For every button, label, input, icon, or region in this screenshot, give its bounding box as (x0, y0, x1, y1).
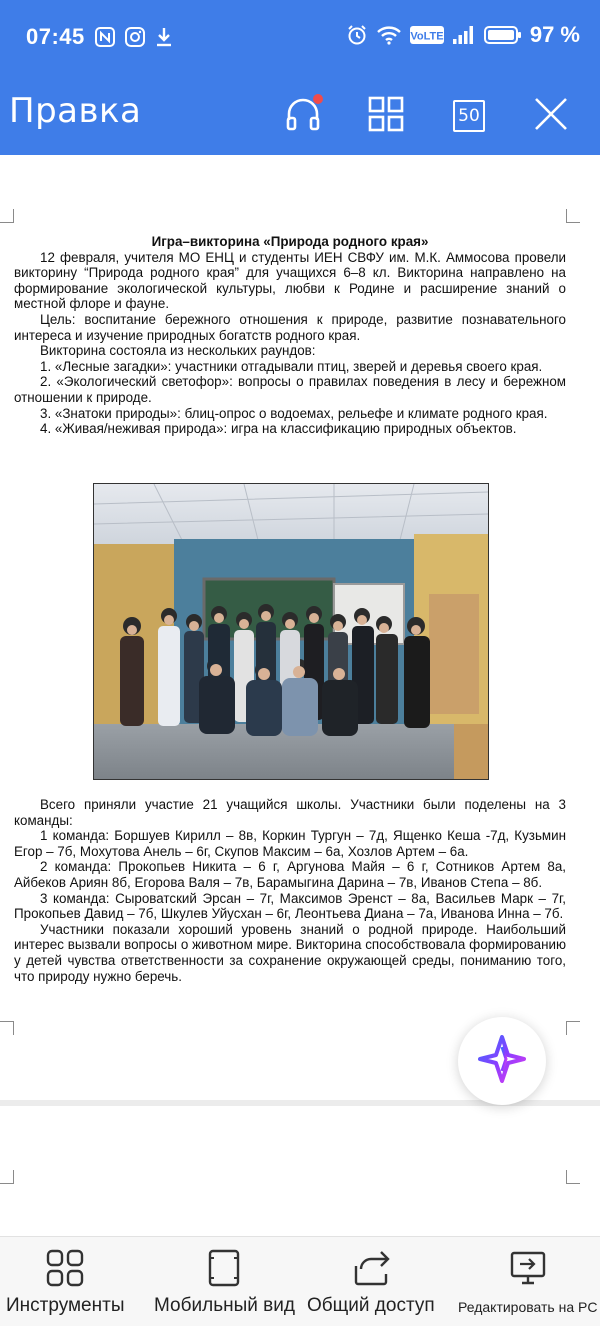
paragraph: 3. «Знатоки природы»: блиц-опрос о водоемах, рельефе и климате родного края. (40, 405, 548, 421)
mobile-view-label: Мобильный вид (154, 1295, 295, 1316)
group-photo (93, 483, 489, 780)
paragraph: 1 команда: Боршуев Кирилл – 8в, Коркин Тургун – 7д, Ященко Кеша -7д, Кузьмин Егор – 7б, Мохутова Анель – 6г, Скупов Максим – 6а, Хозлов Артем – 6а. (14, 828, 566, 859)
download-icon (154, 26, 174, 48)
notification-dot (313, 94, 323, 104)
crop-mark (0, 209, 14, 223)
bottom-toolbar (0, 1236, 600, 1326)
paragraph: 4. «Живая/неживая природа»: игра на классификацию природных объектов. (40, 421, 517, 437)
close-icon (533, 96, 569, 137)
volte-label: VoLTE (410, 30, 444, 43)
ai-assistant-icon (478, 1035, 526, 1088)
document-body-top (14, 234, 566, 437)
share-icon (351, 1247, 391, 1289)
document-body-bottom (14, 797, 566, 984)
battery-percent: 97 % (529, 22, 580, 47)
close-button[interactable] (525, 90, 577, 142)
crop-mark (566, 1170, 580, 1184)
app-title: Правка (9, 91, 142, 131)
nfc-icon (94, 26, 116, 48)
tools-label: Инструменты (6, 1295, 125, 1316)
paragraph: 12 февраля, учителя МО ЕНЦ и студенты ИЕН СВФУ им. М.К. Аммосова провели викторину “Природа родного края” для учащихся 6–8 кл. Викторина направлено на формирование экологической культуры, любви к Родине и расширение знаний о местной флоре и фауне. (14, 249, 566, 312)
share-label: Общий доступ (307, 1295, 435, 1316)
crop-mark (566, 209, 580, 223)
tools-icon (45, 1247, 85, 1289)
battery-icon (484, 25, 522, 45)
grid-view-button[interactable] (360, 90, 412, 142)
app-header (0, 78, 600, 155)
grid-icon (367, 95, 405, 138)
status-right-icons (346, 22, 580, 48)
ai-assistant-button[interactable] (458, 1017, 546, 1105)
headphones-button[interactable] (277, 90, 329, 142)
volte-icon (410, 25, 444, 45)
paragraph: Викторина состояла из нескольких раундов: (40, 343, 316, 359)
paragraph: Участники показали хороший уровень знаний о родной природе. Наибольший интерес вызвали вопросы о животном мире. Викторина способствовала формированию у детей чувства ответственности за сохранение окружающей среды, пониманию того, что природу нужно беречь. (14, 921, 566, 984)
paragraph: 2. «Экологический светофор»: вопросы о правилах поведения в лесу и бережном отношении к природе. (14, 374, 566, 405)
paragraph: Цель: воспитание бережного отношения к природе, развитие познавательного интереса и изучение природных богатств родного края. (14, 311, 566, 343)
document-title: Игра–викторина «Природа родного края» (151, 234, 429, 249)
page-count-icon: 50 (453, 100, 485, 132)
edit-on-pc-label: Редактировать на PC (458, 1299, 598, 1315)
signal-icon (452, 25, 476, 45)
page-count-button[interactable] (443, 90, 495, 142)
mobile-view-button[interactable] (154, 1247, 295, 1317)
mobile-view-icon (207, 1247, 241, 1289)
crop-mark (0, 1021, 14, 1035)
crop-mark (566, 1021, 580, 1035)
status-bar (0, 0, 600, 78)
share-button[interactable] (307, 1247, 435, 1317)
paragraph: 3 команда: Сыроватский Эрсан – 7г, Максимов Эренст – 8а, Васильев Марк – 7г, Прокопьев Давид – 7б, Шкулев Уйусхан – 6г, Леонтьева Диана – 7а, Иванова Инна – 7б. (14, 890, 566, 922)
paragraph: 2 команда: Прокопьев Никита – 6 г, Аргунова Майя – 6 г, Сотников Артем 8а, Айбеков Ариян 8б, Егорова Валя – 7в, Барамыгина Дарина – 7в, Иванов Степа – 8б. (14, 859, 566, 890)
instagram-icon (124, 26, 146, 48)
paragraph: Всего приняли участие 21 учащийся школы. Участники были поделены на 3 команды: (14, 797, 566, 828)
status-time: 07:45 (26, 24, 85, 49)
crop-mark (0, 1170, 14, 1184)
edit-on-pc-button[interactable] (458, 1247, 597, 1315)
paragraph: 1. «Лесные загадки»: участники отгадывали птиц, зверей и деревья своего края. (40, 358, 543, 374)
wifi-icon (376, 24, 402, 46)
tools-button[interactable] (6, 1247, 124, 1317)
edit-on-pc-icon (508, 1247, 548, 1289)
status-left-icons (94, 26, 174, 48)
alarm-icon (346, 24, 368, 46)
